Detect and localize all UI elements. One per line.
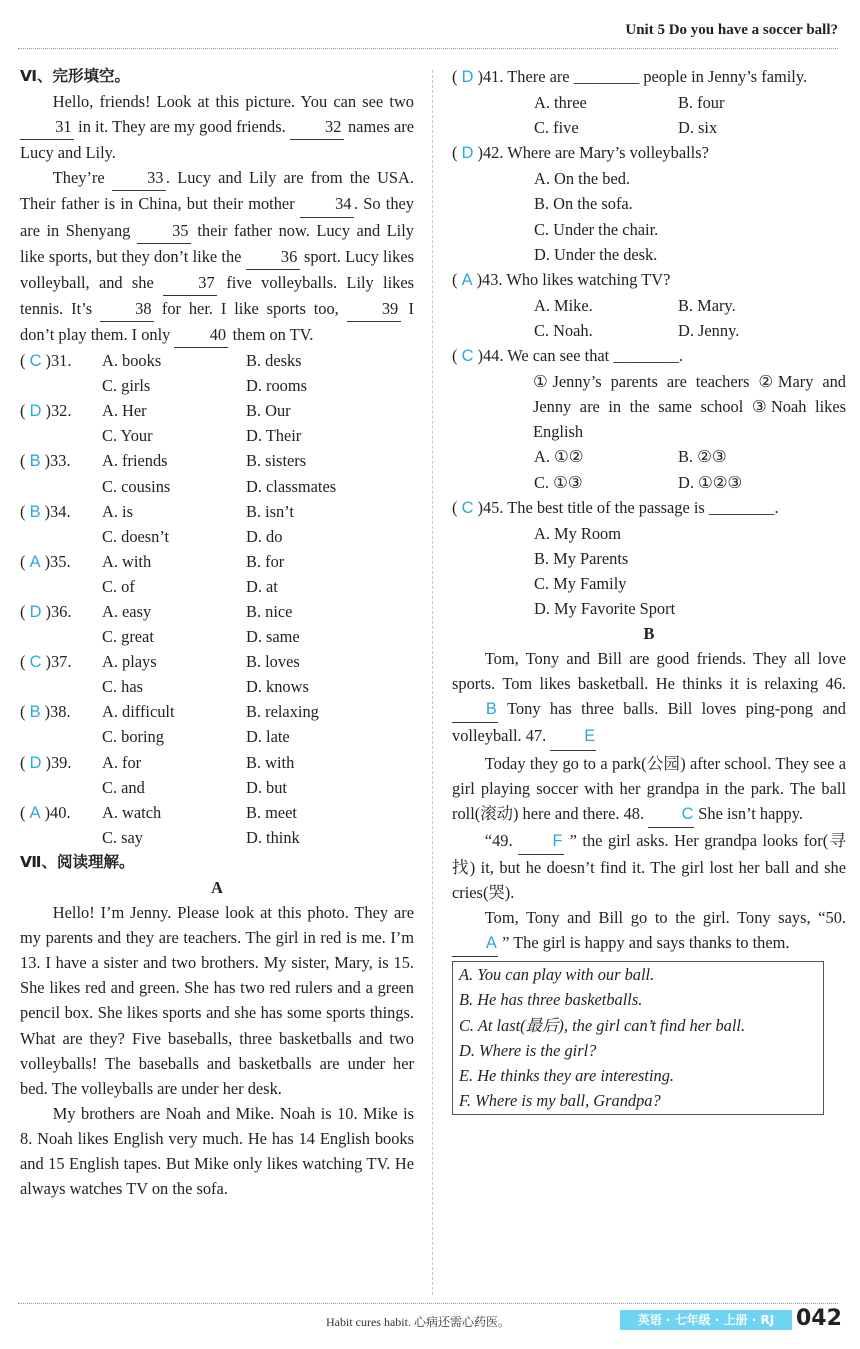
option-c: C. doesn’t: [102, 526, 170, 546]
option: D. Jenny.: [678, 320, 740, 340]
option-d: D. Their: [246, 426, 302, 446]
part-b-label: B: [643, 624, 655, 644]
question-row: [20, 724, 414, 749]
paragraph: My brothers are Noah and Mike. Noah is 10. Mike is 8. Noah likes English very much. He has 14 English books and 15 English tapes. But Mike only likes watching TV. He always watches TV on the sofa.: [20, 1103, 414, 1199]
question-row: [20, 574, 414, 599]
question-row: [20, 699, 414, 724]
paragraph: They’re 33 . Lucy and Lily are from the USA. Their father is in China, but their mother 34 . So they are in Shenyang 35 their father now. Lucy and Lily like sports, but they don’t like the 36 sport. Lucy likes volleyball, and she 37 five volleyballs. Lily likes tennis. It’s 38 for her. I like sports too, 39 I don’t play them. I only 40 them on TV.: [20, 165, 414, 348]
option-c: C. boring: [102, 727, 164, 747]
question-statements: ①Jenny’s parents are teachers ②Mary and Jenny are in the same school ③Noah likes English: [533, 372, 846, 442]
reading-question: [452, 64, 846, 140]
box-option: B. He has three basketballs.: [459, 990, 643, 1010]
option: A. three: [534, 93, 587, 113]
reading-question: [452, 140, 846, 266]
answer-blank: F: [518, 829, 564, 855]
option: B. On the sofa.: [534, 194, 633, 214]
blank-number: 35: [137, 218, 191, 244]
option-a: A. watch: [102, 802, 162, 822]
answer-blank: A: [452, 931, 498, 957]
option: C. five: [534, 118, 579, 138]
column-divider: [432, 70, 433, 1295]
option-a: A. is: [102, 501, 133, 521]
part-a-label: A: [211, 878, 223, 897]
option-a: A. difficult: [102, 702, 175, 722]
option-b: B. isn’t: [246, 501, 294, 521]
option-d: D. knows: [246, 677, 309, 697]
unit-title: Unit 5 Do you have a soccer ball?: [625, 22, 838, 38]
cloze-passage: [20, 89, 414, 348]
option-d: D. classmates: [246, 476, 337, 496]
left-column: [20, 64, 414, 1201]
option-c: C. of: [102, 576, 135, 596]
option-a: A. Her: [102, 401, 147, 421]
answer-letter: B: [29, 452, 41, 471]
answer-letter: D: [29, 402, 42, 421]
option-c: C. great: [102, 627, 154, 647]
option-b: B. desks: [246, 351, 302, 371]
option-row: [452, 521, 846, 546]
box-option: E. He thinks they are interesting.: [459, 1066, 674, 1086]
option-row: [452, 166, 846, 191]
blank-number: 31: [20, 114, 74, 140]
question-stem: ( A )43. Who likes watching TV?: [452, 269, 671, 289]
question-number: ( A )40.: [20, 802, 71, 822]
question-row: [20, 775, 414, 800]
answer-letter: D: [461, 68, 474, 86]
option-d: D. think: [246, 827, 300, 847]
paragraph: Hello, friends! Look at this picture. You can see two 31 in it. They are my good friends. 32 names are Lucy and Lily.: [20, 92, 414, 163]
option-row: [452, 318, 846, 343]
option-row: [452, 217, 846, 242]
box-option: D. Where is the girl?: [459, 1040, 597, 1060]
question-row: [20, 624, 414, 649]
book-tag: 英语 · 七年级 · 上册 · RJ: [620, 1310, 792, 1330]
question-number: ( B )38.: [20, 702, 71, 722]
option: D. ①②③: [678, 472, 743, 492]
option-c: C. cousins: [102, 476, 171, 496]
option-d: D. late: [246, 727, 290, 747]
footer-rule: [18, 1303, 838, 1304]
question-row: [20, 524, 414, 549]
option-row: [452, 470, 846, 495]
options-box: [452, 961, 824, 1114]
option-row: [452, 242, 846, 267]
question-stem: ( C )45. The best title of the passage is ________.: [452, 497, 779, 517]
option-b: B. nice: [246, 601, 293, 621]
question-row: [20, 423, 414, 448]
option: C. Under the chair.: [534, 219, 659, 239]
option: D. My Favorite Sport: [534, 598, 676, 618]
blank-number: 34: [300, 191, 354, 217]
option-a: A. for: [102, 752, 142, 772]
question-row: [20, 448, 414, 473]
option-d: D. but: [246, 777, 287, 797]
blank-number: 38: [100, 296, 154, 322]
answer-letter: B: [29, 703, 41, 722]
question-row: [20, 348, 414, 373]
option-b: B. relaxing: [246, 702, 319, 722]
answer-blank: B: [452, 697, 498, 723]
right-column: [452, 64, 846, 1115]
question-stem: ( D )41. There are ________ people in Jenny’s family.: [452, 67, 808, 86]
question-row: [20, 373, 414, 398]
reading-a-questions: [452, 64, 846, 621]
option-row: [452, 191, 846, 216]
option-row: [452, 444, 846, 469]
option-b: B. loves: [246, 652, 300, 672]
page-number: 042: [796, 1306, 842, 1331]
option-b: B. with: [246, 752, 295, 772]
question-row: [20, 825, 414, 850]
option: B. ②③: [678, 447, 727, 467]
option: A. On the bed.: [534, 169, 631, 189]
answer-letter: D: [461, 144, 474, 163]
option-c: C. say: [102, 827, 143, 847]
option: D. six: [678, 118, 718, 138]
box-option: A. You can play with our ball.: [459, 965, 655, 985]
cloze-questions: [20, 348, 414, 850]
reading-b-passage: [452, 646, 846, 957]
paragraph: Tom, Tony and Bill go to the girl. Tony says, “50. A ” The girl is happy and says thanks to them.: [452, 905, 846, 957]
paragraph: Today they go to a park(公园) after school. They see a girl playing soccer with her grandpa in the park. The ball roll(滚动) here and there. 48. C She isn’t happy.: [452, 751, 846, 828]
option: A. ①②: [534, 447, 584, 467]
question-row: [20, 499, 414, 524]
answer-letter: A: [29, 803, 41, 822]
question-row: [20, 750, 414, 775]
option: D. Under the desk.: [534, 244, 658, 264]
answer-letter: D: [29, 602, 42, 621]
question-row: [20, 599, 414, 624]
option-a: A. friends: [102, 451, 168, 471]
blank-number: 33: [112, 165, 166, 191]
question-number: ( D )36.: [20, 601, 72, 621]
blank-number: 32: [290, 114, 344, 140]
option-b: B. meet: [246, 802, 297, 822]
option-row: [452, 115, 846, 140]
option: C. ①③: [534, 472, 583, 492]
answer-letter: C: [461, 498, 474, 517]
question-row: [20, 674, 414, 699]
box-option: F. Where is my ball, Grandpa?: [459, 1091, 661, 1111]
blank-number: 39: [347, 296, 401, 322]
option-row: [452, 571, 846, 596]
answer-blank: C: [648, 802, 694, 828]
option-d: D. at: [246, 576, 278, 596]
question-row: [20, 649, 414, 674]
option-b: B. sisters: [246, 451, 307, 471]
question-number: ( A )35.: [20, 551, 71, 571]
option-b: B. for: [246, 551, 285, 571]
page-header: [0, 0, 860, 52]
footer-motto: Habit cures habit. 心病还需心药医。: [326, 1315, 510, 1329]
answer-letter: B: [29, 502, 41, 521]
answer-letter: C: [29, 352, 42, 371]
question-number: ( C )31.: [20, 351, 72, 371]
question-stem: ( D )42. Where are Mary’s volleyballs?: [452, 143, 709, 163]
section-6-title: Ⅵ、完形填空。: [20, 67, 131, 85]
option-a: A. easy: [102, 601, 152, 621]
option-a: A. with: [102, 551, 152, 571]
answer-blank: E: [550, 724, 596, 750]
question-row: [20, 549, 414, 574]
reading-question: [452, 495, 846, 621]
option-row: [452, 90, 846, 115]
reading-question: [452, 267, 846, 343]
option-row: [452, 293, 846, 318]
answer-letter: C: [461, 347, 474, 366]
reading-question: [452, 343, 846, 495]
question-stem: ( C )44. We can see that ________.: [452, 346, 683, 366]
option-c: C. has: [102, 677, 143, 697]
answer-letter: A: [29, 552, 41, 571]
answer-letter: D: [29, 753, 42, 772]
option: C. Noah.: [534, 320, 593, 340]
question-row: [20, 800, 414, 825]
paragraph: Hello! I’m Jenny. Please look at this photo. They are my parents and they are teachers. The girl in red is me. I’m 13. I have a sister and two brothers. My sister, Mary, is 15. She likes red and green. She has two red rulers and a green pencil box. She likes sports and she has some sports things. What are they? Five baseballs, three basketballs and two volleyballs! The baseballs and basketballs are under her bed. The volleyballs are under her desk.: [20, 903, 414, 1098]
paragraph: Tom, Tony and Bill are good friends. They all love sports. Tom likes basketball. He thinks it is relaxing 46. B Tony has three balls. Bill loves ping-pong and volleyball. 47. E: [452, 646, 846, 750]
question-number: ( D )32.: [20, 401, 72, 421]
blank-number: 37: [163, 270, 217, 296]
option-d: D. same: [246, 627, 300, 647]
option: B. My Parents: [534, 548, 629, 568]
option-row: [452, 596, 846, 621]
question-row: [20, 474, 414, 499]
question-number: ( B )33.: [20, 451, 71, 471]
question-number: ( D )39.: [20, 752, 72, 772]
section-7-title: Ⅶ、阅读理解。: [20, 852, 135, 871]
option-b: B. Our: [246, 401, 291, 421]
question-row: [20, 398, 414, 423]
option: B. four: [678, 93, 725, 113]
box-option: C. At last(最后), the girl can’t find her ball.: [459, 1015, 746, 1035]
question-number: ( C )37.: [20, 652, 72, 672]
header-rule: [18, 48, 838, 49]
blank-number: 36: [246, 244, 300, 270]
option: A. Mike.: [534, 295, 593, 315]
option-c: C. and: [102, 777, 145, 797]
answer-letter: A: [461, 270, 473, 289]
answer-letter: C: [29, 653, 42, 672]
option-d: D. do: [246, 526, 283, 546]
paragraph: “49. F ” the girl asks. Her grandpa looks for(寻找) it, but he doesn’t find it. The girl lost her ball and she cries(哭).: [452, 830, 846, 902]
option-a: A. books: [102, 351, 162, 371]
option-a: A. plays: [102, 652, 157, 672]
option: A. My Room: [534, 523, 621, 543]
option: C. My Family: [534, 573, 627, 593]
option-row: [452, 546, 846, 571]
page-footer: [0, 1300, 860, 1349]
option-c: C. Your: [102, 426, 153, 446]
blank-number: 40: [174, 322, 228, 348]
option-c: C. girls: [102, 376, 151, 396]
option-d: D. rooms: [246, 376, 308, 396]
option: B. Mary.: [678, 295, 736, 315]
question-number: ( B )34.: [20, 501, 71, 521]
reading-a-passage: [20, 900, 414, 1201]
